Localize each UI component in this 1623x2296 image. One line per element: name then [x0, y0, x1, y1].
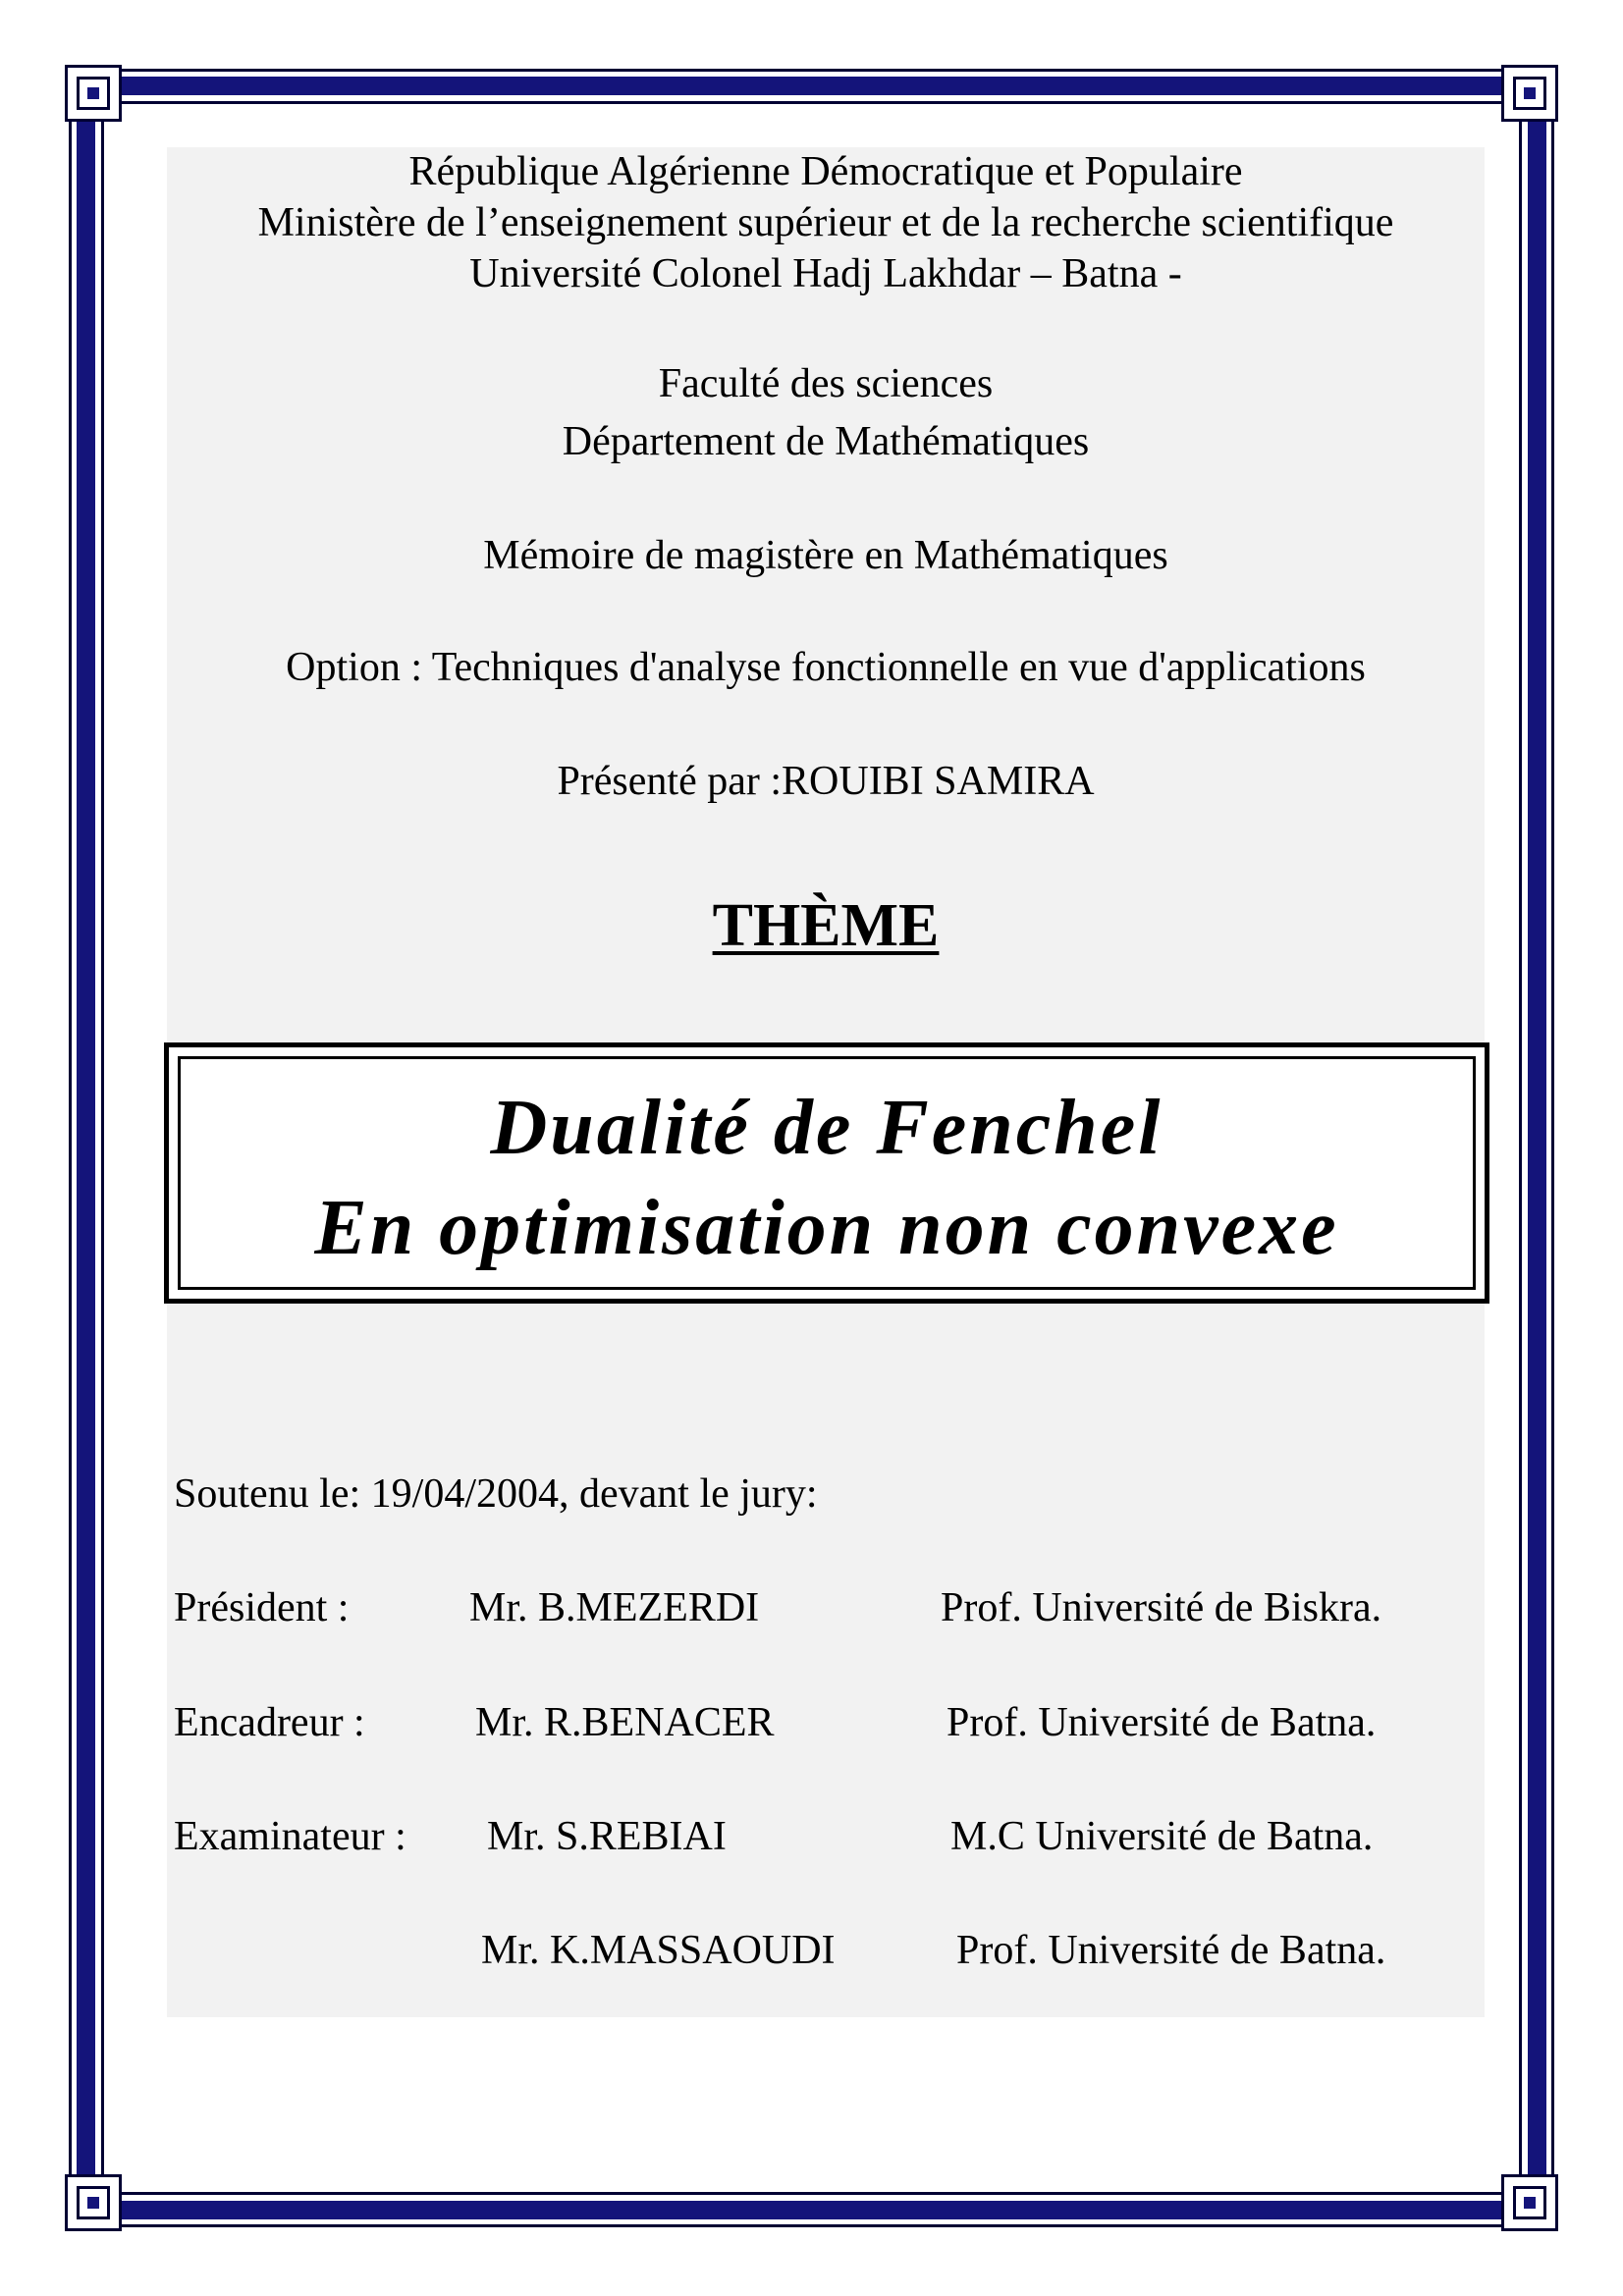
- department-line: Département de Mathématiques: [562, 419, 1090, 464]
- theme-heading: THÈME: [712, 892, 940, 959]
- thesis-title-line-2: En optimisation non convexe: [314, 1185, 1339, 1271]
- option-line: Option : Techniques d'analyse fonctionnelle en vue d'applications: [286, 645, 1366, 690]
- jury-name-president: Mr. B.MEZERDI: [469, 1585, 760, 1630]
- jury-name-examiner-1: Mr. S.REBIAI: [487, 1814, 727, 1859]
- thesis-title-line-1: Dualité de Fenchel: [490, 1085, 1163, 1171]
- presented-by-line: Présenté par :ROUIBI SAMIRA: [557, 759, 1095, 804]
- corner-ornament-bottom-left: [65, 2174, 122, 2231]
- university-line: Université Colonel Hadj Lakhdar – Batna -: [469, 251, 1182, 296]
- jury-affiliation-president: Prof. Université de Biskra.: [941, 1585, 1382, 1630]
- faculty-line: Faculté des sciences: [658, 361, 994, 406]
- jury-role-examiner: Examinateur :: [174, 1814, 406, 1859]
- jury-affiliation-supervisor: Prof. Université de Batna.: [947, 1700, 1377, 1745]
- republic-line: République Algérienne Démocratique et Populaire: [408, 149, 1243, 194]
- defense-intro: Soutenu le: 19/04/2004, devant le jury:: [174, 1471, 818, 1517]
- corner-ornament-top-right: [1501, 65, 1558, 122]
- jury-role-president: Président :: [174, 1585, 350, 1630]
- jury-affiliation-examiner-2: Prof. Université de Batna.: [956, 1928, 1386, 1973]
- thesis-title-box-inner: [178, 1056, 1476, 1290]
- ministry-line: Ministère de l’enseignement supérieur et de la recherche scientifique: [257, 200, 1394, 245]
- corner-ornament-bottom-right: [1501, 2174, 1558, 2231]
- jury-name-supervisor: Mr. R.BENACER: [475, 1700, 775, 1745]
- jury-affiliation-examiner-1: M.C Université de Batna.: [950, 1814, 1374, 1859]
- thesis-type-line: Mémoire de magistère en Mathématiques: [483, 533, 1168, 578]
- corner-ornament-top-left: [65, 65, 122, 122]
- jury-role-supervisor: Encadreur :: [174, 1700, 365, 1745]
- thesis-title-box: [164, 1042, 1489, 1304]
- jury-name-examiner-2: Mr. K.MASSAOUDI: [481, 1928, 836, 1973]
